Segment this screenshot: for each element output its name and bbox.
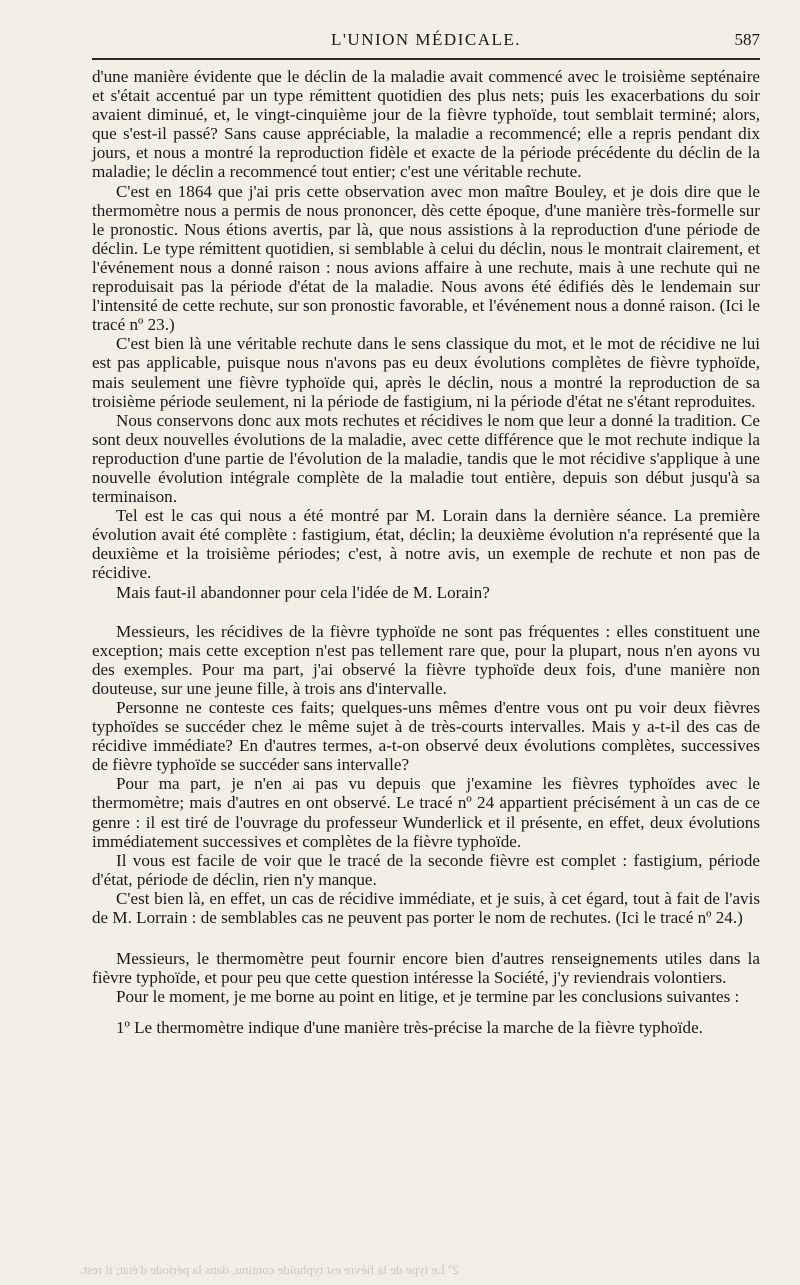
paragraph-7: Messieurs, les récidives de la fièvre typhoïde ne sont pas fréquentes : elles constituent une exception; mais cette exception n'est pas tellement rare que, pour la plupart, nous n'en ayons vu des exemples. Pour ma part, j'ai observé la fièvre typhoïde deux fois, d'une manière non douteuse, sur une jeune fille, à trois ans d'intervalle.: [92, 621, 760, 698]
page-number: 587: [734, 30, 760, 49]
paragraph-9: Pour ma part, je n'en ai pas vu depuis que j'examine les fièvres typhoïdes avec le thermomètre; mais d'autres en ont observé. Le tracé nº 24 appartient précisément à un cas de ce genre : il est tiré de l'ouvrage du professeur Wunderlick et il présente, en effet, deux évolutions immédiatement successives et complètes de la fièvre typhoïde.: [92, 774, 760, 851]
paragraph-5: Tel est le cas qui nous a été montré par M. Lorain dans la dernière séance. La première évolution avait été complète : fastigium, état, déclin; la deuxième évolution n'a représenté que la deuxième et la troisième périodes; c'est, à notre avis, un exemple de rechute et non pas de récidive.: [92, 506, 760, 583]
conclusion-1: 1º Le thermomètre indique d'une manière très-précise la marche de la fièvre typhoïde.: [116, 1018, 703, 1038]
paragraph-13: Pour le moment, je me borne au point en litige, et je termine par les conclusions suivantes :: [116, 987, 740, 1007]
paragraph-12: Messieurs, le thermomètre peut fournir encore bien d'autres renseignements utiles dans la fièvre typhoïde, et pour peu que cette question intéresse la Société, j'y reviendrais volontiers.: [92, 949, 760, 988]
journal-title: L'UNION MÉDICALE.: [330, 30, 522, 49]
paragraph-1: d'une manière évidente que le déclin de la maladie avait commencé avec le troisième septénaire et s'était accentué par un type rémittent quotidien des plus nets; puis les exacerbations du soir avaient diminué, et, le vingt-cinquième jour de la fièvre typhoïde, tout semblait terminé; alors, que s'est-il passé? Sans cause appréciable, la maladie a recommencé; elle a repris pendant dix jours, et nous a montré la reproduction fidèle et exacte de la période précédente du déclin de la maladie; le déclin a recommencé tout entier; c'est une véritable rechute.: [92, 67, 760, 182]
paragraph-3: C'est bien là une véritable rechute dans le sens classique du mot, et le mot de récidive ne lui est pas applicable, puisque nous n'avons pas eu deux évolutions complètes de fièvre typhoïde, mais seulement une fièvre typhoïde qui, après le déclin, nous a montré la reproduction de sa troisième période seulement, ni la période de fastigium, ni la période d'état ne s'étant reproduites.: [92, 334, 760, 411]
running-header: [92, 28, 760, 60]
paragraph-2: C'est en 1864 que j'ai pris cette observation avec mon maître Bouley, et je dois dire que le thermomètre nous a permis de nous prononcer, dès cette époque, d'une manière très-formelle sur le pronostic. Nous étions avertis, par là, que nous assistions à la reproduction d'une période de déclin. Le type rémittent quotidien, si semblable à celui du déclin, nous le montrait clairement, et l'événement nous a donné raison : nous avions affaire à une rechute, mais à une rechute qui ne reproduisait pas la période d'état de la maladie. Nous avons été édifiés dès le lendemain sur l'intensité de cette rechute, sur son pronostic favorable, et l'événement nous a donné raison. (Ici le tracé nº 23.): [92, 181, 760, 335]
paragraph-8: Personne ne conteste ces faits; quelques-uns mêmes d'entre vous ont pu voir deux fièvres typhoïdes se succéder chez le même sujet à de très-courts intervalles. Mais y a-t-il des cas de récidive immédiate? En d'autres termes, a-t-on observé deux évolutions complètes, successives de fièvre typhoïde se succéder sans intervalle?: [92, 698, 760, 775]
paragraph-11: C'est bien là, en effet, un cas de récidive immédiate, et je suis, à cet égard, tout à fait de l'avis de M. Lorrain : de semblables cas ne peuvent pas porter le nom de rechutes. (Ici le tracé nº 24.): [92, 888, 760, 928]
article-body: [92, 67, 760, 1038]
bleed-through-text: 2º Le type de la fièvre est typhoïde continu, dans la période d'état; il rest.: [80, 1262, 459, 1277]
paragraph-6: Mais faut-il abandonner pour cela l'idée de M. Lorain?: [116, 582, 490, 602]
paragraph-4: Nous conservons donc aux mots rechutes et récidives le nom que leur a donné la tradition. Ce sont deux nouvelles évolutions de la maladie, avec cette différence que le mot rechute indique la reproduction d'une partie de l'évolution de la maladie, tandis que le mot récidive s'applique à une nouvelle évolution intégrale complète de la maladie tout entière, depuis son début jusqu'à sa terminaison.: [92, 410, 760, 507]
paragraph-10: Il vous est facile de voir que le tracé de la seconde fièvre est complet : fastigium, période d'état, période de déclin, rien n'y manque.: [92, 850, 760, 889]
